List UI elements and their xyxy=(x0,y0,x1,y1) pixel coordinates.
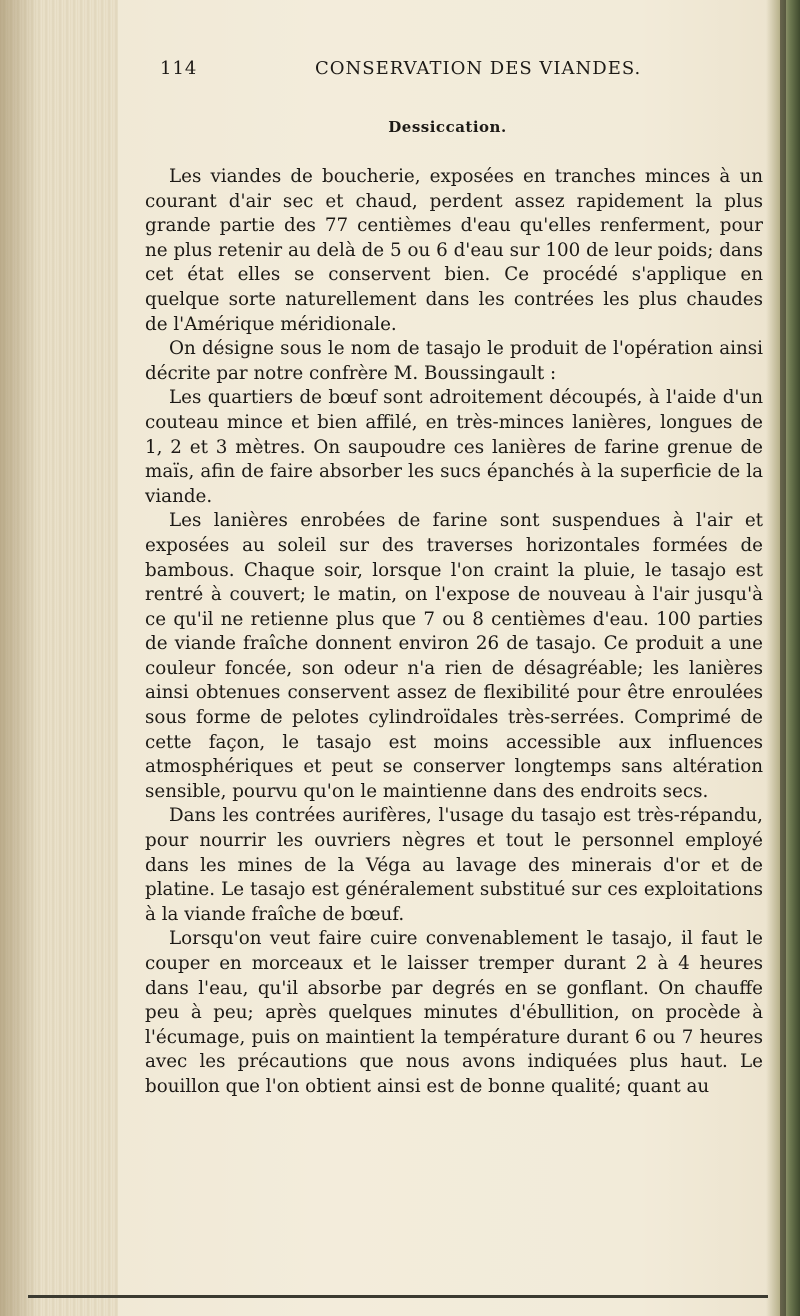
paragraph: Les lanières enrobées de farine sont suspendues à l'air et exposées au soleil sur des traverses horizontales formées de bambous. Chaque soir, lorsque l'on craint la pluie, le tasajo est rentré à couvert; le matin, on l'expose de nouveau à l'air jusqu'à ce qu'il ne retienne plus que 7 ou 8 centièmes d'eau. 100 parties de viande fraîche donnent environ 26 de tasajo. Ce produit a une couleur foncée, son odeur n'a rien de désagréable; les lanières ainsi obtenues conservent assez de flexibilité pour être enroulées sous forme de pelotes cylindroïdales très-serrées. Comprimé de cette façon, le tasajo est moins accessible aux influences atmosphériques et peut se conserver longtemps sans altération sensible, pourvu qu'on le maintienne dans des endroits secs. xyxy=(145,510,763,802)
paragraph: Les viandes de boucherie, exposées en tranches minces à un courant d'air sec et chaud, perdent assez rapidement la plus grande partie des 77 centièmes d'eau qu'elles renferment, pour ne plus retenir au delà de 5 ou 6 d'eau sur 100 de leur poids; dans cet état elles se conservent bien. Ce procédé s'applique en quelque sorte naturellement dans les contrées les plus chaudes de l'Amérique méridionale. xyxy=(145,166,763,335)
body-text xyxy=(145,165,763,1100)
page-number: 114 xyxy=(160,58,198,79)
paragraph: Les quartiers de bœuf sont adroitement découpés, à l'aide d'un couteau mince et bien affilé, en très-minces lanières, longues de 1, 2 et 3 mètres. On saupoudre ces lanières de farine grenue de maïs, afin de faire absorber les sucs épanchés à la superficie de la viande. xyxy=(145,387,763,507)
page-binding-shadow xyxy=(780,0,786,1316)
paragraph: On désigne sous le nom de tasajo le produit de l'opération ainsi décrite par notre confrère M. Boussingault : xyxy=(145,338,763,384)
section-title: Dessiccation. xyxy=(388,118,507,136)
page-bottom-edge xyxy=(28,1295,768,1298)
page-left-shadow xyxy=(0,0,40,1316)
running-head: CONSERVATION DES VIANDES. xyxy=(315,58,642,79)
paragraph: Dans les contrées aurifères, l'usage du tasajo est très-répandu, pour nourrir les ouvriers nègres et tout le personnel employé dans les mines de la Véga au lavage des minerais d'or et de platine. Le tasajo est généralement substitué sur ces exploitations à la viande fraîche de bœuf. xyxy=(145,805,763,925)
page-header xyxy=(160,58,760,88)
paragraph: Lorsqu'on veut faire cuire convenablement le tasajo, il faut le couper en morceaux et le laisser tremper durant 2 à 4 heures dans l'eau, qu'il absorbe par degrés en se gonflant. On chauffe peu à peu; après quelques minutes d'ébullition, on procède à l'écumage, puis on maintient la température durant 6 ou 7 heures avec les précautions que nous avons indiquées plus haut. Le bouillon que l'on obtient ainsi est de bonne qualité; quant au xyxy=(145,928,763,1097)
